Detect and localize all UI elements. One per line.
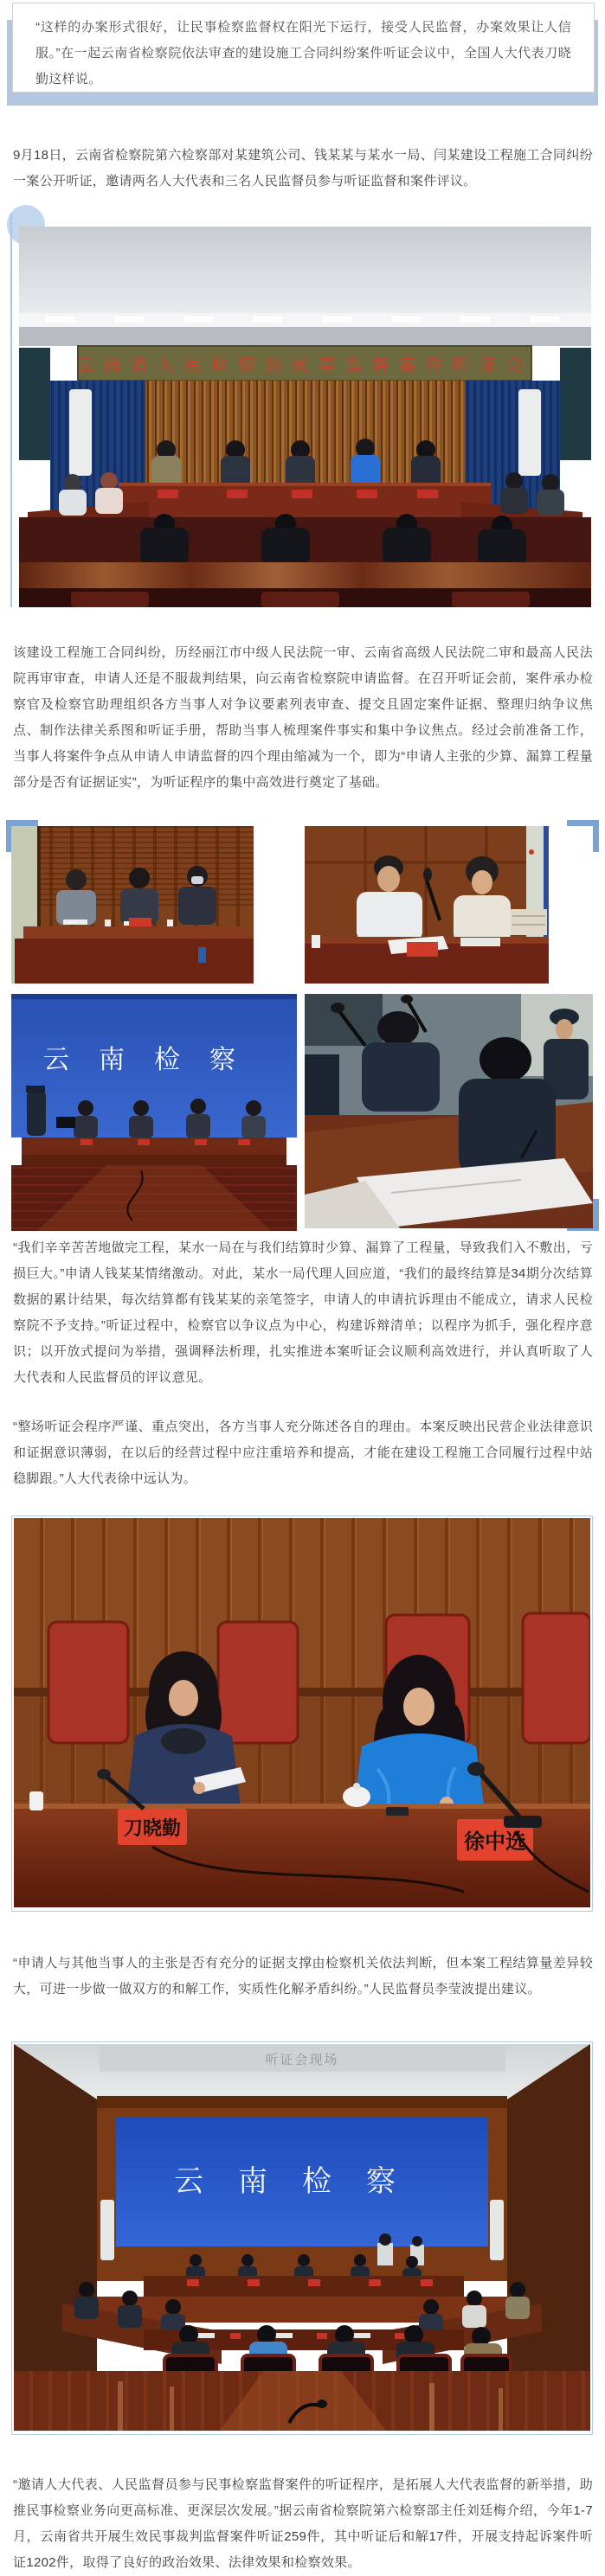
article-paragraph: 该建设工程施工合同纠纷，历经丽江市中级人民法院一审、云南省高级人民法院二审和最高人民法院再审审查，申请人还是不服裁判结果，向云南省检察院申请监督。在召开听证会前，案件承办检察官及检察官助理组织各方当事人对争议要素列表审查、提交且固定案件证据、整理归纳争议焦点、制作法律关系图和听证手册，帮助当事人梳理案件事实和集中争议焦点。经过会前准备工作，当事人将案件争点从申请人申请监督的四个理由缩减为一个，即为“申请人主张的少算、漏算工程量部分是否有证据证实”，为听证程序的集中高效进行奠定了基础。 [13, 645, 593, 790]
corner-bracket-icon [567, 820, 599, 852]
article-paragraph: “整场听证会程序严谨、重点突出，各方当事人充分陈述各自的理由。本案反映出民营企业法律意识和证据意识薄弱，在以后的经营过程中应注重培养和提高，才能在建设工程施工合同履行过程中站稳脚跟。”人大代表徐中远认为。 [13, 1419, 593, 1486]
article-paragraph: 9月18日，云南省检察院第六检察部对某建筑公司、钱某某与某水一局、闫某建设工程施工合同纠纷一案公开听证，邀请两名人大代表和三名人民监督员参与听证监督和案件评议。 [13, 148, 593, 189]
photo-grid [11, 820, 593, 1231]
photo-press-room [11, 994, 297, 1231]
name-plate-left [118, 1809, 187, 1845]
article-paragraph: “申请人与其他当事人的主张是否有充分的证据支撑由检察机关依法判断，但本案工程结算量差异较大，可进一步做一做双方的和解工作，实质性化解矛盾纠纷。”人民监督员李莹波提出建议。 [13, 1956, 593, 1996]
photo-hearing-hall [19, 227, 591, 607]
photo-applicant-table [11, 826, 254, 984]
article-paragraph: “邀请人大代表、人民监督员参与民事检察监督案件的听证程序，是拓展人大代表监督的新举措，助推民事检察业务向更高标准、更深层次发展。”据云南省检察院第六检察部主任刘廷梅介绍，今年1-7月，云南省共开展生效民事裁判监督案件听证259件，其中听证后和解17件，开展支持起诉案件听证1202件，取得了良好的政治效果、法律效果和检察效果。 [13, 2477, 593, 2570]
hall-banner-text: 云南省人民检察院民事监督案件听证会 [76, 356, 533, 375]
quote-text: “这样的办案形式很好，让民事检察监督权在阳光下运行，接受人民监督，办案效果让人信服。”在一起云南省检察院依法审查的建设施工合同纠纷案件听证会议中，全国人大代表刀晓勤这样说。 [12, 3, 595, 93]
press-screen-text: 云南检察 [43, 1046, 265, 1074]
photo-respondent-table [305, 826, 549, 984]
quote-box [7, 3, 598, 106]
name-plate-right-text: 徐中选 [464, 1830, 526, 1854]
name-plate-left-text: 刀晓勤 [123, 1817, 182, 1839]
photo-hearing-scene [11, 2041, 593, 2435]
decor-vertical-line [10, 213, 12, 607]
photo-delegates [11, 1515, 593, 1912]
photo-prosecutors-writing [305, 994, 593, 1228]
article-paragraph: “我们辛辛苦苦地做完工程，某水一局在与我们结算时少算、漏算了工程量，导致我们入不敷出，亏损巨大。”申请人钱某某情绪激动。对此，某水一局代理人回应道，“我们的最终结算是34期分次结算数据的累计结果，每次结算都有钱某某的亲笔签字，申请人的申请抗诉理由不能成立，请求人民检察院不予支持。”听证过程中，检察官以争议点为中心，构建诉辩清单；以程序为抓手，强化程序意识；以开放式提问为举措，强调释法析理，扎实推进本案听证会议顺利高效进行，并认真听取了人大代表和人民监督员的评议意见。 [13, 1240, 593, 1385]
scene-screen-text: 云南检察 [174, 2166, 430, 2198]
photo-caption: 听证会现场 [100, 2046, 505, 2072]
photo-hearing-hall-image [19, 227, 591, 607]
